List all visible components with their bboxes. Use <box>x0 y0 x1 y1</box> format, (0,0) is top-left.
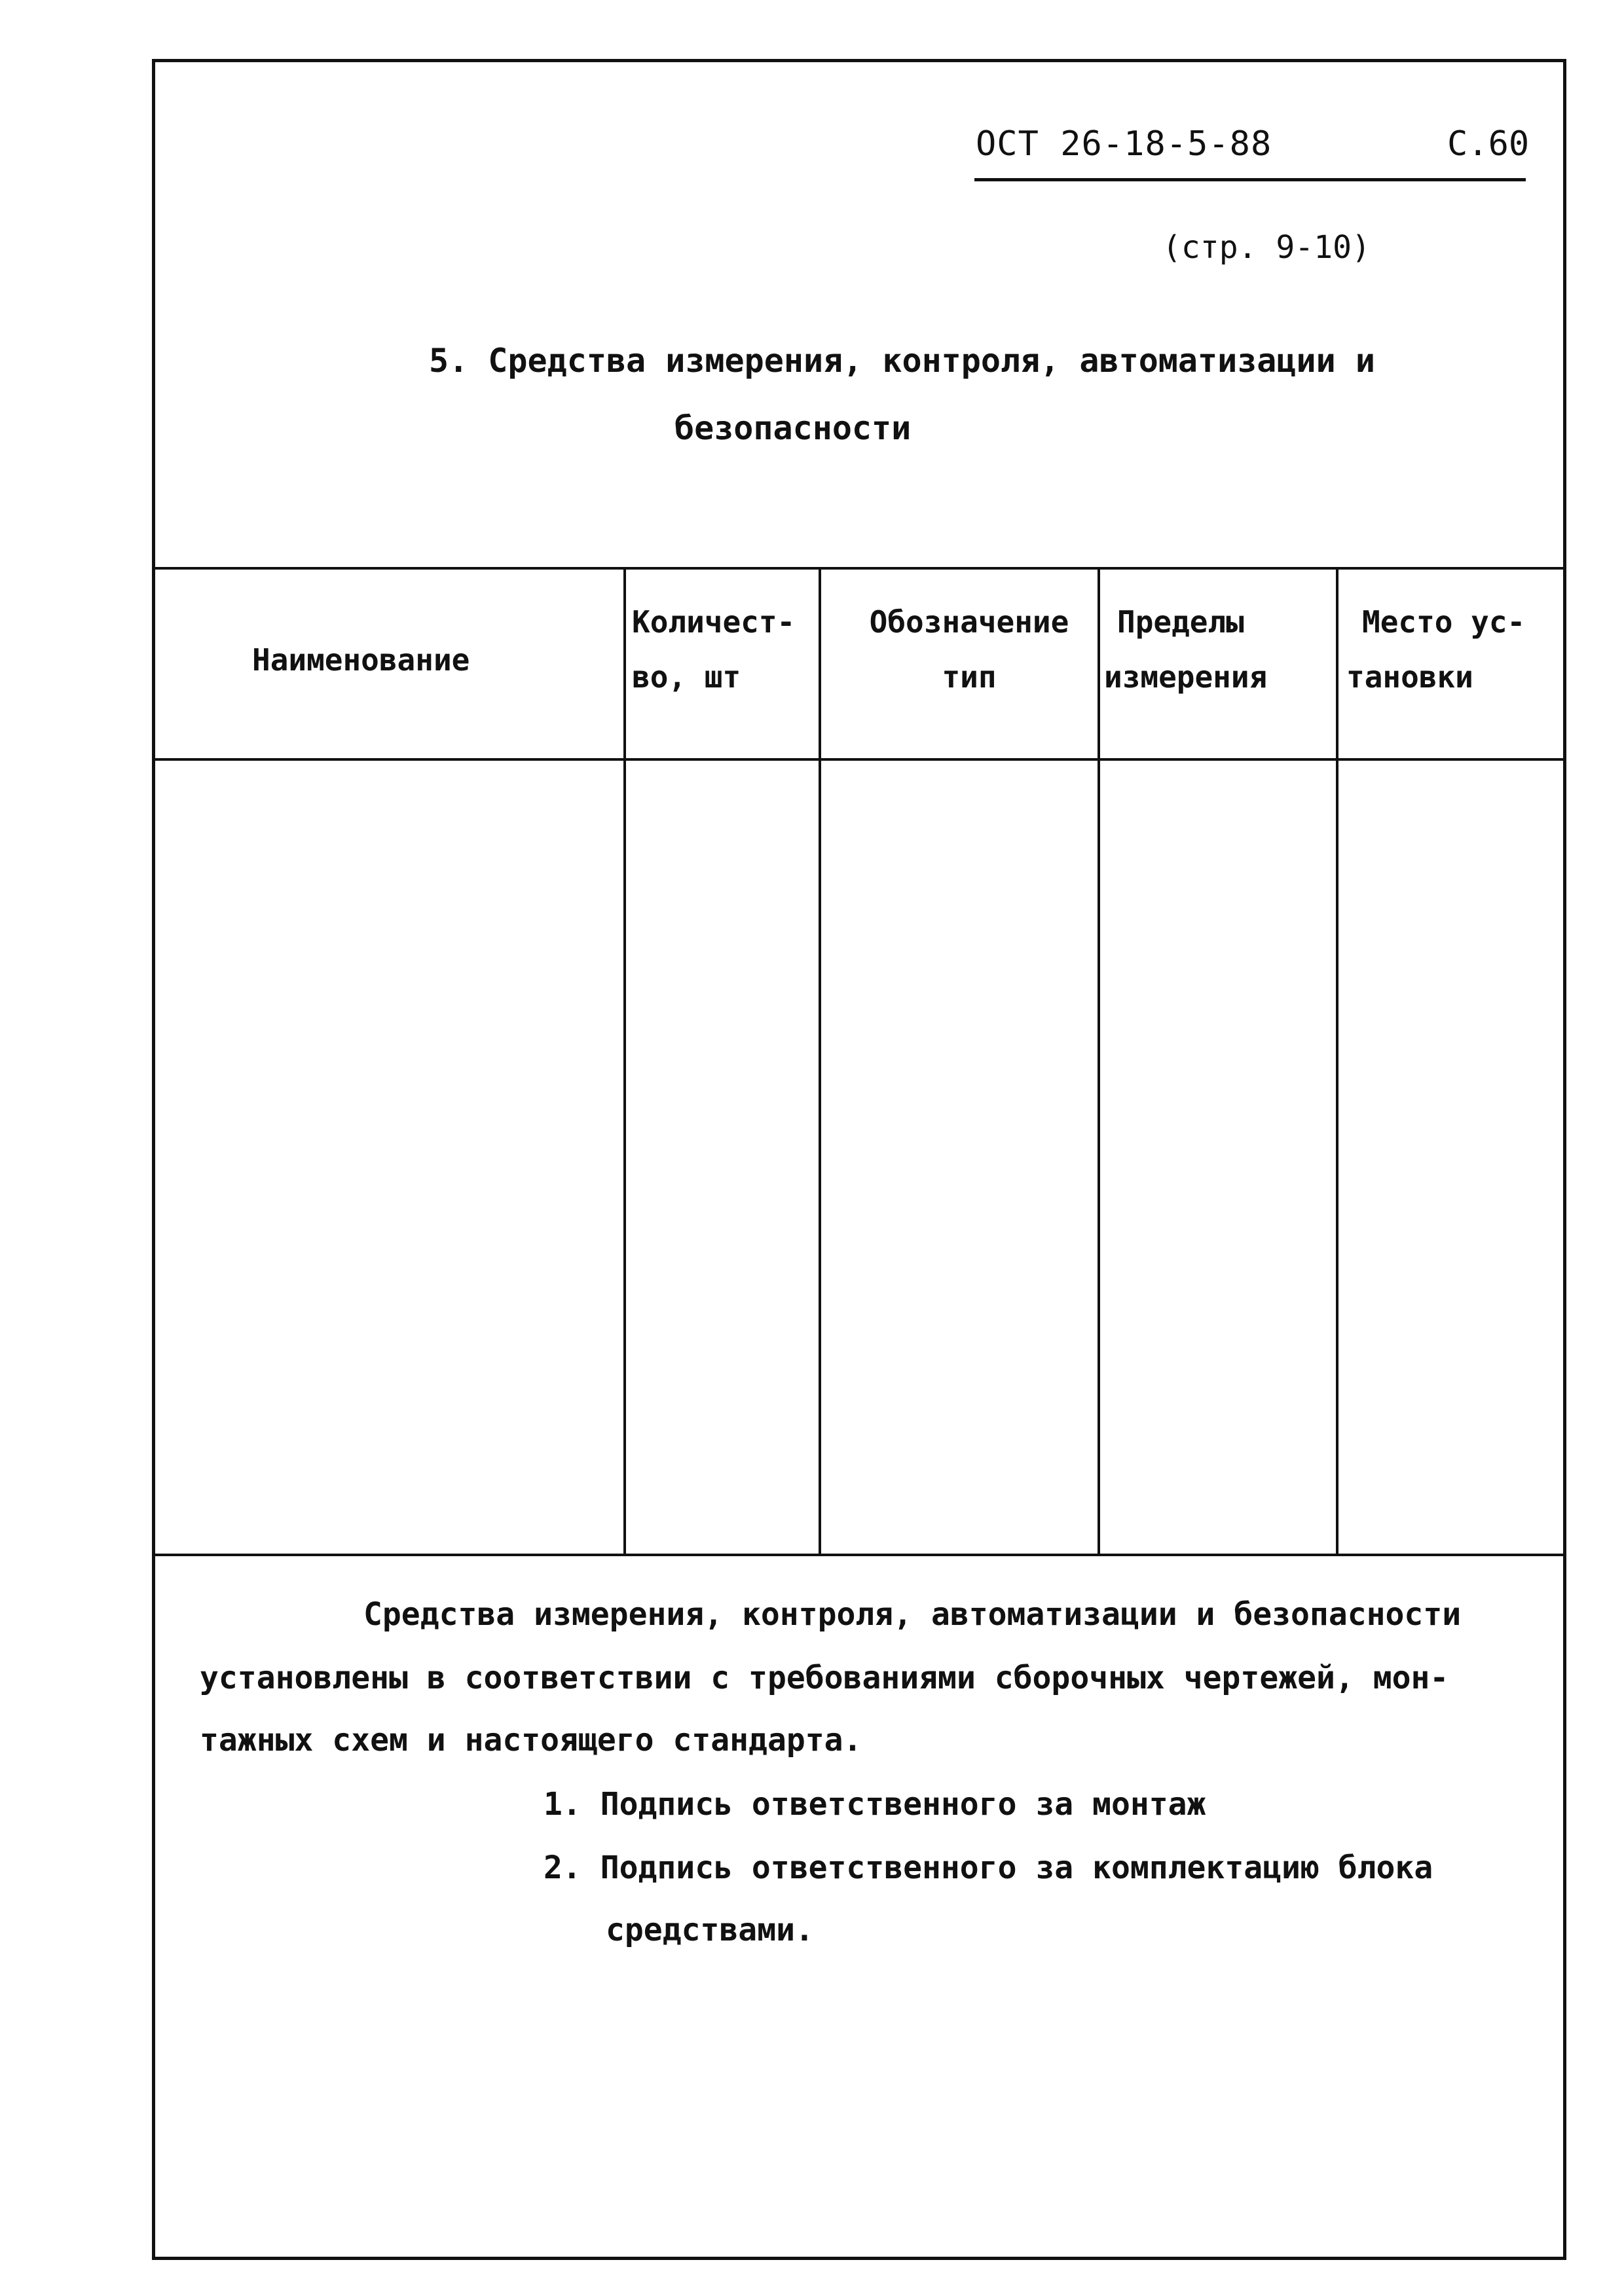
table-column-divider <box>1098 567 1100 1556</box>
page-frame <box>152 59 1566 2260</box>
column-header-limits <box>1104 594 1267 704</box>
footer-paragraph-line: тажных схем и настоящего стандарта. <box>200 1722 862 1758</box>
footer-paragraph-line: установлены в соответствии с требованиями сборочных чертежей, мон- <box>200 1660 1449 1696</box>
column-header-name-label: Наименование <box>252 642 470 678</box>
section-title: 5. Средства измерения, контроля, автоматизации и <box>429 342 1375 380</box>
column-header-quantity <box>632 594 795 704</box>
column-header-name <box>252 632 470 687</box>
column-header-quantity-line2: во, шт <box>632 659 741 695</box>
column-header-limits-line2: измерения <box>1104 659 1268 695</box>
page-reference: (стр. 9-10) <box>1162 229 1371 266</box>
signature-item-installation: 1. Подпись ответственного за монтаж <box>544 1786 1206 1823</box>
column-header-limits-line1: Пределы <box>1117 604 1244 640</box>
column-header-location <box>1346 594 1525 704</box>
table-top-border <box>152 567 1566 570</box>
signature-item-completeness-continuation: средствами. <box>606 1912 814 1948</box>
table-header-separator <box>152 758 1566 761</box>
table-column-divider <box>819 567 821 1556</box>
table-bottom-border <box>152 1554 1566 1556</box>
table-column-divider <box>1336 567 1338 1556</box>
signature-item-completeness: 2. Подпись ответственного за комплектацию блока <box>544 1850 1433 1886</box>
footer-paragraph-line: Средства измерения, контроля, автоматизации и безопасности <box>363 1596 1462 1633</box>
column-header-location-line1: Место ус- <box>1362 604 1526 640</box>
document-code: ОСТ 26-18-5-88 <box>976 124 1272 164</box>
header-underline <box>974 178 1526 181</box>
column-header-quantity-line1: Количест- <box>632 604 796 640</box>
column-header-designation-line1: Обозначение <box>869 604 1069 640</box>
table-column-divider <box>623 567 626 1556</box>
column-header-location-line2: тановки <box>1346 659 1473 695</box>
column-header-designation <box>855 594 1084 704</box>
column-header-designation-line2: тип <box>942 659 997 695</box>
page-number: С.60 <box>1447 124 1530 164</box>
section-title-continuation: безопасности <box>674 409 912 447</box>
